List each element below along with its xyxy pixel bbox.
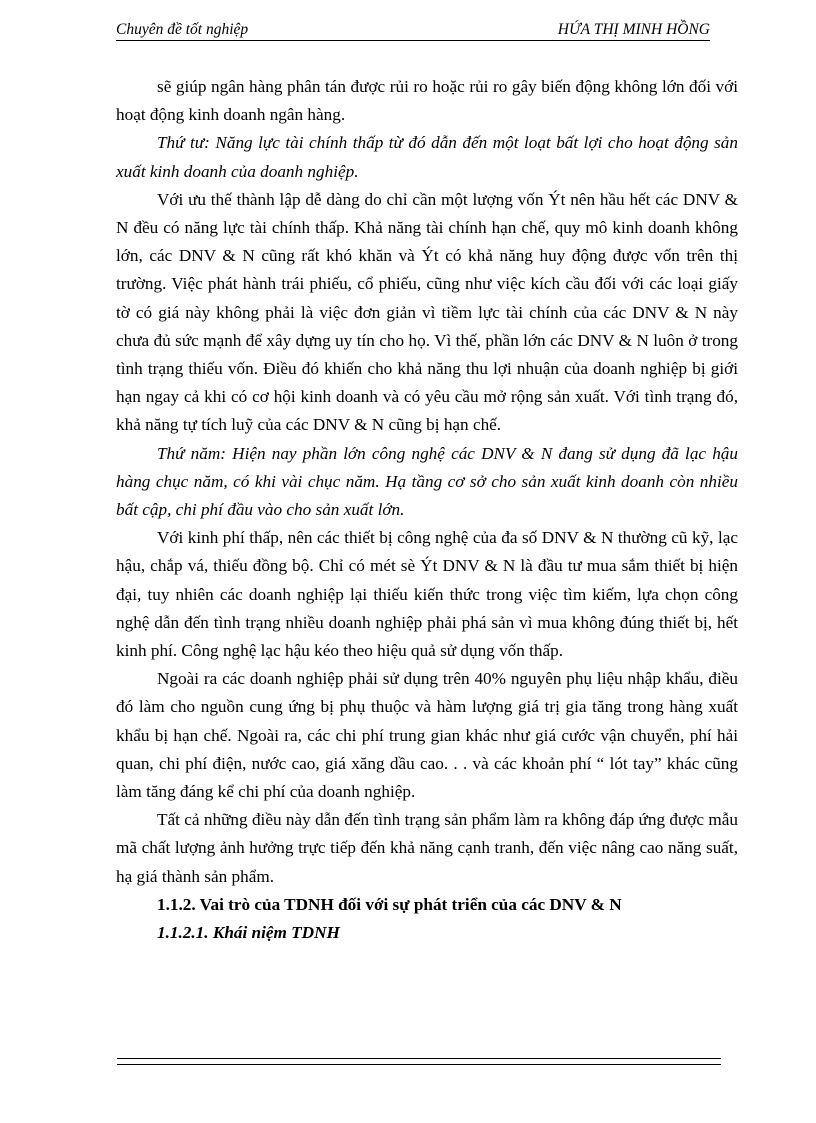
paragraph-technology: Với kinh phí thấp, nên các thiết bị công nghệ của đa số DNV & N thường cũ kỹ, lạc hậu, chắp vá, thiếu đồng bộ. Chỉ có mét sè Ýt DNV & N là đầu tư mua sắm thiết bị hiện đại, tuy nhiên các doanh nghiệp lại thiếu kiến thức trong việc tìm kiếm, lựa chọn công nghệ dẫn đến tình trạng nhiều doanh nghiệp phải phá sản vì mua không đúng thiết bị, hết kinh phí. Công nghệ lạc hậu kéo theo hiệu quả sử dụng vốn thấp. (116, 528, 738, 661)
paragraph-point-four: Thứ tư: Năng lực tài chính thấp từ đó dẫn đến một loạt bất lợi cho hoạt động sản xuất kinh doanh của doanh nghiệp. (116, 133, 738, 181)
paragraph-financial-capacity: Với ưu thế thành lập dễ dàng do chỉ cần một lượng vốn Ýt nên hầu hết các DNV & N đều có năng lực tài chính thấp. Khả năng tài chính hạn chế, quy mô kinh doanh không lớn, các DNV & N cũng rất khó khăn và Ýt có khả năng huy động được vốn trên thị trường. Việc phát hành trái phiếu, cổ phiếu, cũng như việc kích cầu đối với các loại giấy tờ có giá này không phải là việc đơn giản vì tiềm lực tài chính của các DNV & N này chưa đủ sức mạnh để xây dựng uy tín cho họ. Vì thế, phần lớn các DNV & N luôn ở trong tình trạng thiếu vốn. Điều đó khiến cho khả năng thu lợi nhuận của doanh nghiệp bị giới hạn ngay cả khi có cơ hội kinh doanh và có yêu cầu mở rộng sản xuất. Với tình trạng đó, khả năng tự tích luỹ của các DNV & N cũng bị hạn chế. (116, 189, 738, 435)
paragraph-import-costs: Ngoài ra các doanh nghiệp phải sử dụng trên 40% nguyên phụ liệu nhập khẩu, điều đó làm cho nguồn cung ứng bị phụ thuộc và hàm lượng giá trị gia tăng trong hàng xuất khẩu bị hạn chế. Ngoài ra, các chi phí trung gian khác như giá cước vận chuyển, phí hải quan, chi phí điện, nước cao, giá xăng dầu cao. . . và các khoản phí “ lót tay” khác cũng làm tăng đáng kể chi phí của doanh nghiệp. (116, 669, 738, 802)
section-heading: 1.1.2. Vai trò của TDNH đối với sự phát triển của các DNV & N (157, 894, 622, 914)
document-body (116, 73, 738, 947)
header-document-title: Chuyên đề tốt nghiệp (116, 21, 249, 38)
header-author-name: HỨA THỊ MINH HỒNG (557, 21, 710, 38)
footer-double-rule (117, 1058, 721, 1065)
page-header (116, 20, 710, 41)
paragraph-point-five: Thứ năm: Hiện nay phần lớn công nghệ các DNV & N đang sử dụng đã lạc hậu hàng chục năm, có khi vài chục năm. Hạ tầng cơ sở cho sản xuất kinh doanh còn nhiều bất cập, chi phí đầu vào cho sản xuất lớn. (116, 443, 738, 520)
paragraph-continuation: sẽ giúp ngân hàng phân tán được rủi ro hoặc rủi ro gây biến động không lớn đối với hoạt động kinh doanh ngân hàng. (116, 77, 738, 125)
paragraph-conclusion: Tất cả những điều này dẫn đến tình trạng sản phẩm làm ra không đáp ứng được mẫu mã chất lượng ảnh hưởng trực tiếp đến khả năng cạnh tranh, đến việc nâng cao năng suất, hạ giá thành sản phẩm. (116, 810, 738, 886)
subsection-heading: 1.1.2.1. Khái niệm TDNH (157, 923, 340, 943)
